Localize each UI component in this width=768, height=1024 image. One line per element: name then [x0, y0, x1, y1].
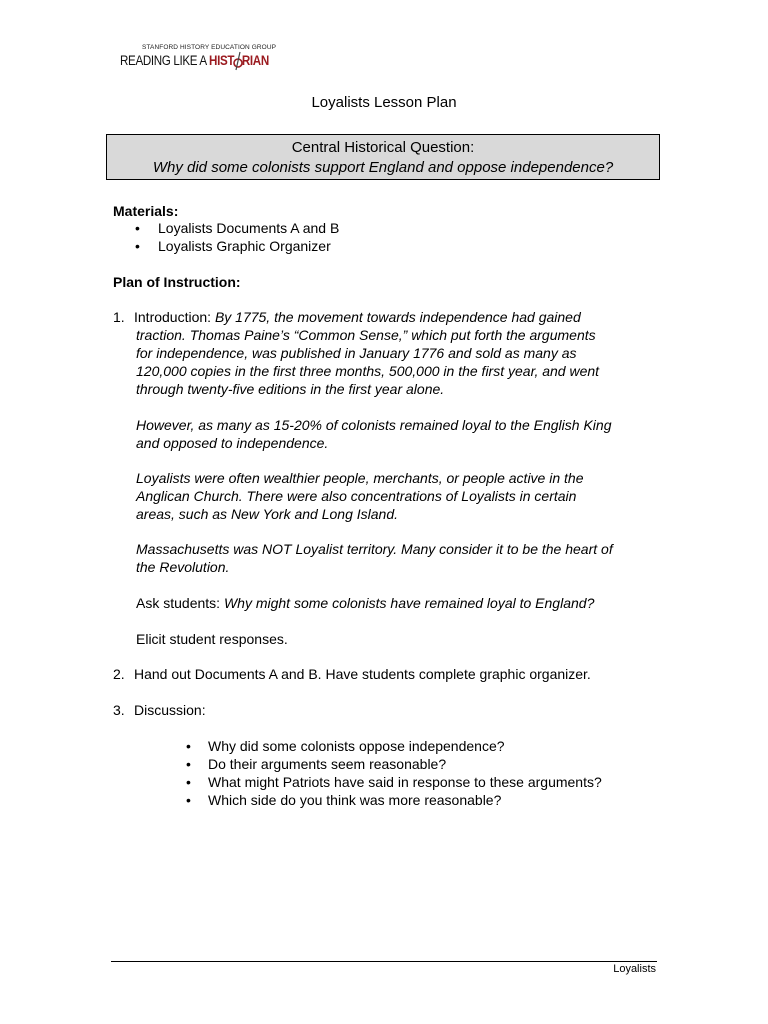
bullet: •: [186, 756, 191, 772]
logo-wordmark: [120, 53, 269, 68]
central-question-text: Why did some colonists support England and oppose independence?: [152, 159, 614, 176]
step1-line: [134, 308, 581, 326]
bullet: •: [186, 792, 191, 808]
step2-text: Hand out Documents A and B. Have students complete graphic organizer.: [134, 666, 591, 682]
ask-label: Ask students:: [136, 595, 224, 611]
step-number: 1.: [113, 309, 125, 325]
page-title: Loyalists Lesson Plan: [311, 94, 457, 111]
footer-rule: [111, 961, 657, 962]
step1-text: through twenty-five editions in the first year alone.: [136, 381, 445, 397]
bullet: •: [186, 774, 191, 790]
step1-text: traction. Thomas Paine’s “Common Sense,” which put forth the arguments: [136, 327, 596, 343]
materials-heading: Materials:: [113, 203, 179, 219]
footer-label: Loyalists: [613, 963, 656, 975]
bullet: •: [135, 220, 140, 236]
elicit-text: Elicit student responses.: [136, 631, 288, 647]
step1-text: However, as many as 15-20% of colonists remained loyal to the English King: [136, 417, 612, 433]
shep-logo: [120, 44, 290, 74]
logo-wordmark-part-3: RIAN: [241, 53, 269, 68]
logo-magnifier-icon: [233, 50, 243, 72]
logo-wordmark-part-1: READING LIKE A: [120, 53, 210, 68]
step3-text: Discussion:: [134, 702, 206, 718]
step1-label: Introduction:: [134, 309, 215, 325]
step1-text: By 1775, the movement towards independence had gained: [214, 309, 581, 325]
discussion-question: What might Patriots have said in response to these arguments?: [208, 774, 602, 790]
plan-heading: Plan of Instruction:: [113, 274, 241, 290]
logo-wordmark-part-2: HIST: [209, 53, 235, 68]
discussion-question: Do their arguments seem reasonable?: [208, 756, 447, 772]
ask-question: Why might some colonists have remained loyal to England?: [223, 595, 595, 611]
discussion-question: Which side do you think was more reasonable?: [208, 792, 502, 808]
ask-students-line: [136, 594, 594, 612]
materials-item: Loyalists Documents A and B: [158, 220, 340, 236]
step1-text: and opposed to independence.: [136, 435, 329, 451]
step1-text: Loyalists were often wealthier people, merchants, or people active in the: [136, 470, 584, 486]
bullet: •: [135, 238, 140, 254]
bullet: •: [186, 738, 191, 754]
materials-item: Loyalists Graphic Organizer: [158, 238, 331, 254]
logo-group-name: STANFORD HISTORY EDUCATION GROUP: [142, 44, 277, 51]
step1-text: the Revolution.: [136, 559, 230, 575]
discussion-question: Why did some colonists oppose independence?: [208, 738, 505, 754]
step1-text: for independence, was published in January 1776 and sold as many as: [136, 345, 577, 361]
step1-text: 120,000 copies in the first three months, 500,000 in the first year, and went: [136, 363, 600, 379]
step-number: 2.: [113, 666, 125, 682]
central-question-box: [106, 134, 660, 180]
step1-text: Massachusetts was NOT Loyalist territory. Many consider it to be the heart of: [136, 541, 613, 557]
step-number: 3.: [113, 702, 125, 718]
step1-text: Anglican Church. There were also concentrations of Loyalists in certain: [136, 488, 577, 504]
step1-text: areas, such as New York and Long Island.: [136, 506, 399, 522]
central-question-heading: Central Historical Question:: [291, 139, 475, 156]
